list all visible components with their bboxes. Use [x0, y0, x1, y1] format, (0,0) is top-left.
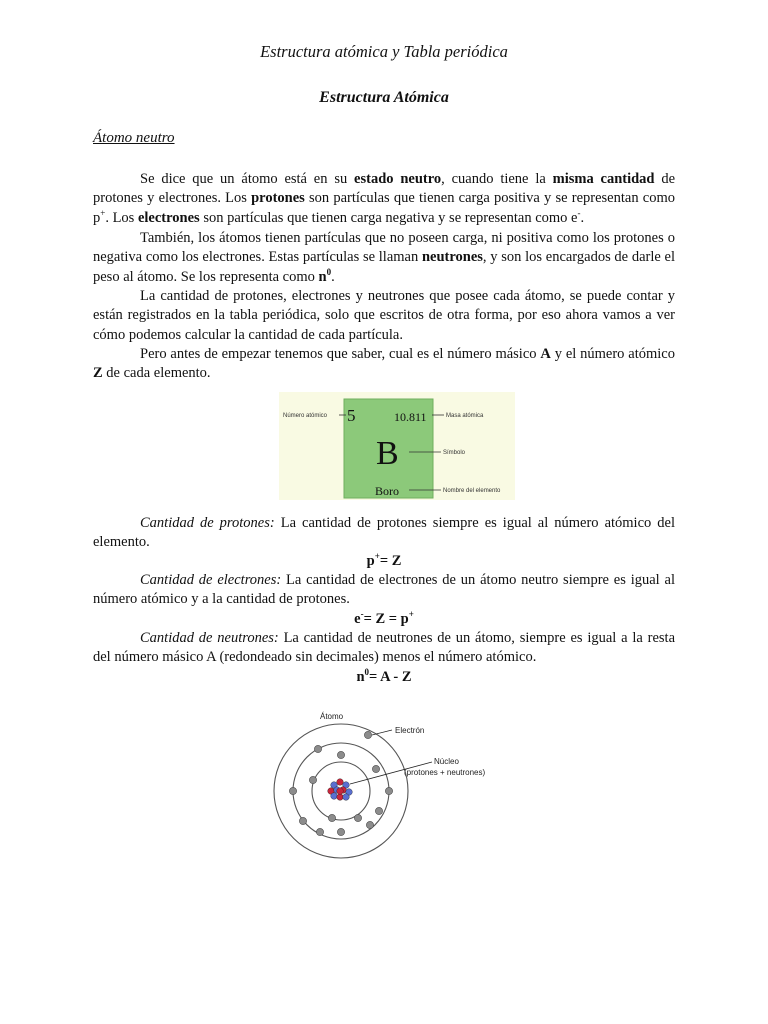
- electron: [337, 828, 344, 835]
- label-atomic-mass: Masa atómica: [446, 413, 484, 419]
- electron: [366, 821, 373, 828]
- atom-diagram: [268, 700, 508, 860]
- electron: [364, 731, 371, 738]
- electron: [337, 751, 344, 758]
- electron: [354, 814, 361, 821]
- nucleon: [337, 794, 344, 801]
- element-tile-figure: [279, 392, 515, 500]
- electron: [328, 814, 335, 821]
- electron: [309, 776, 316, 783]
- nucleon: [337, 788, 344, 795]
- electron: [372, 765, 379, 772]
- element-symbol: B: [376, 435, 399, 472]
- subheading-atomo-neutro: Átomo neutro: [93, 130, 175, 146]
- electron: [289, 787, 296, 794]
- formula-protones: p+= Z: [366, 551, 402, 569]
- paragraph-cantidad-neutrones: Cantidad de neutrones: La cantidad de neutrones de un átomo, siempre es igual a la resta del número másico A (redondeado sin decimales) menos el número atómico.: [93, 630, 676, 666]
- document-title: Estructura atómica y Tabla periódica: [260, 42, 508, 61]
- paragraph-estado-neutro: Se dice que un átomo está en su estado neutro, cuando tiene la misma cantidad de protones y electrones. Los protones son partículas que tienen carga positiva y se representan como p+. Los electrones son partículas que tienen carga negativa y se representan como e-.: [93, 171, 676, 226]
- atomic-mass: 10.811: [394, 410, 427, 424]
- electron: [316, 828, 323, 835]
- label-symbol: Símbolo: [443, 450, 466, 456]
- paragraph-tabla-periodica: La cantidad de protones, electrones y neutrones que posee cada átomo, se puede contar y están registrados en la tabla periódica, solo que escritos de otra forma, por eso ahora vamos a ver cómo podemos calcular la cantidad de cada partícula.: [93, 288, 675, 343]
- electron: [314, 745, 321, 752]
- label-atomic-number: Número atómico: [283, 413, 328, 419]
- paragraph-numero-masico: Pero antes de empezar tenemos que saber, cual es el número másico A y el número atómico Z de cada elemento.: [93, 346, 675, 382]
- formula-neutrones: $n^0= A - Z$: [356, 667, 412, 685]
- label-atom: Átomo: [320, 712, 344, 721]
- nucleon: [343, 794, 350, 801]
- electron: [385, 787, 392, 794]
- label-nucleus-detail: (protones + neutrones): [404, 768, 486, 777]
- element-name: Boro: [375, 484, 399, 498]
- electron: [375, 807, 382, 814]
- label-element-name: Nombre del elemento: [443, 488, 501, 494]
- label-electron: Electrón: [395, 726, 425, 735]
- atomic-number: 5: [347, 406, 356, 425]
- paragraph-cantidad-protones: Cantidad de protones: La cantidad de protones siempre es igual al número atómico del elemento.: [93, 515, 675, 551]
- nucleon: [337, 779, 344, 786]
- pointer-electron: [372, 730, 392, 735]
- paragraph-cantidad-electrones: Cantidad de electrones: La cantidad de electrones de un átomo neutro siempre es igual al número atómico y a la cantidad de protones.: [93, 572, 675, 608]
- nucleon: [331, 793, 338, 800]
- section-title: Estructura Atómica: [319, 89, 449, 106]
- formula-electrones: e-= Z = p+: [354, 609, 414, 627]
- label-nucleus: Núcleo: [434, 757, 459, 766]
- nucleus: [328, 779, 353, 801]
- electron: [299, 817, 306, 824]
- paragraph-neutrones: También, los átomos tienen partículas que no poseen carga, ni positiva como los protones o negativa como los electrones. Estas partículas se llaman neutrones, y son los encargados de darle el peso al átomo. Se los representa como $n^0$.: [93, 230, 676, 285]
